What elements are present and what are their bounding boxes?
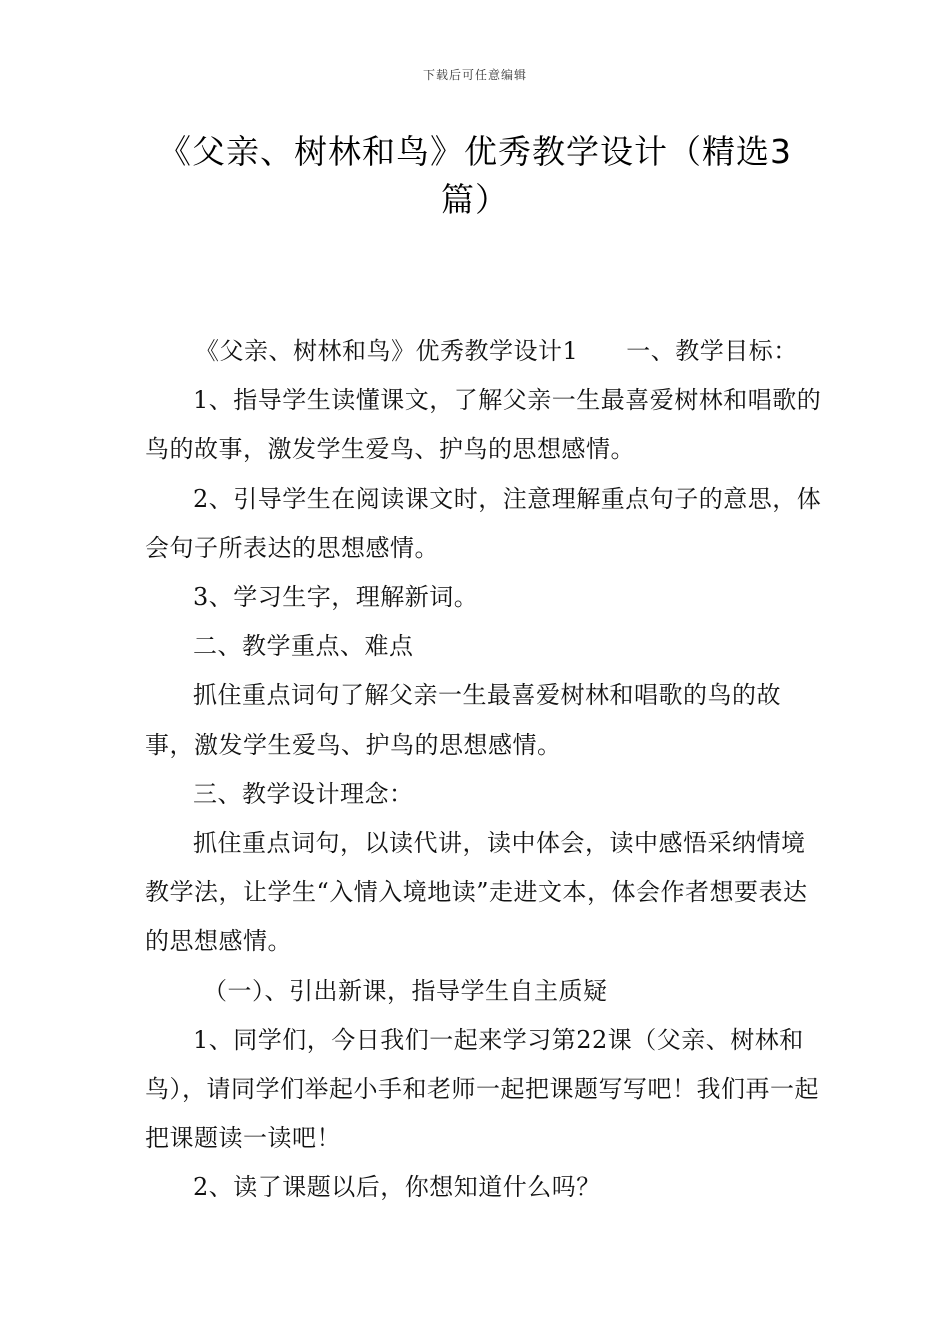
paragraph-intro bbox=[145, 327, 825, 376]
heading-key-points: 二、教学重点、难点 bbox=[193, 632, 414, 661]
paragraph-goal-2: 2、引导学生在阅读课文时，注意理解重点句子的意思，体会句子所表达的思想感情。 bbox=[145, 484, 822, 562]
paragraph-step-1-item-2: 2、读了课题以后，你想知道什么吗？ bbox=[193, 1173, 601, 1202]
paragraph-design-concept: 抓住重点词句，以读代讲，读中体会，读中感悟采纳情境教学法，让学生“入情入境地读”走进文本，体会作者想要表达的思想感情。 bbox=[145, 829, 808, 956]
paragraph-key-points: 抓住重点词句了解父亲一生最喜爱树林和唱歌的鸟的故事，激发学生爱鸟、护鸟的思想感情。 bbox=[145, 681, 781, 759]
paragraph-goal-1: 1、指导学生读懂课文，了解父亲一生最喜爱树林和唱歌的鸟的故事，激发学生爱鸟、护鸟的思想感情。 bbox=[145, 386, 822, 464]
document-title bbox=[140, 128, 810, 224]
page-header-note: 下载后可任意编辑 bbox=[422, 68, 527, 82]
paragraph-step-1-item-1: 1、同学们，今日我们一起来学习第22课（父亲、树林和鸟），请同学们举起小手和老师一起把课题写写吧！我们再一起把课题读一读吧！ bbox=[145, 1025, 819, 1153]
heading-teaching-goals: 一、教学目标： bbox=[626, 337, 798, 365]
title-line-1: 《父亲、树林和鸟》优秀教学设计（精选3 bbox=[158, 132, 792, 171]
document-body bbox=[145, 327, 825, 1213]
paragraph-goal-3: 3、学习生字，理解新词。 bbox=[193, 583, 479, 612]
heading-step-1: （一）、引出新课，指导学生自主质疑 bbox=[203, 976, 608, 1005]
heading-design-concept: 三、教学设计理念： bbox=[193, 779, 414, 808]
title-line-2: 篇） bbox=[441, 180, 509, 219]
section-subtitle: 《父亲、树林和鸟》优秀教学设计1 bbox=[195, 337, 579, 365]
